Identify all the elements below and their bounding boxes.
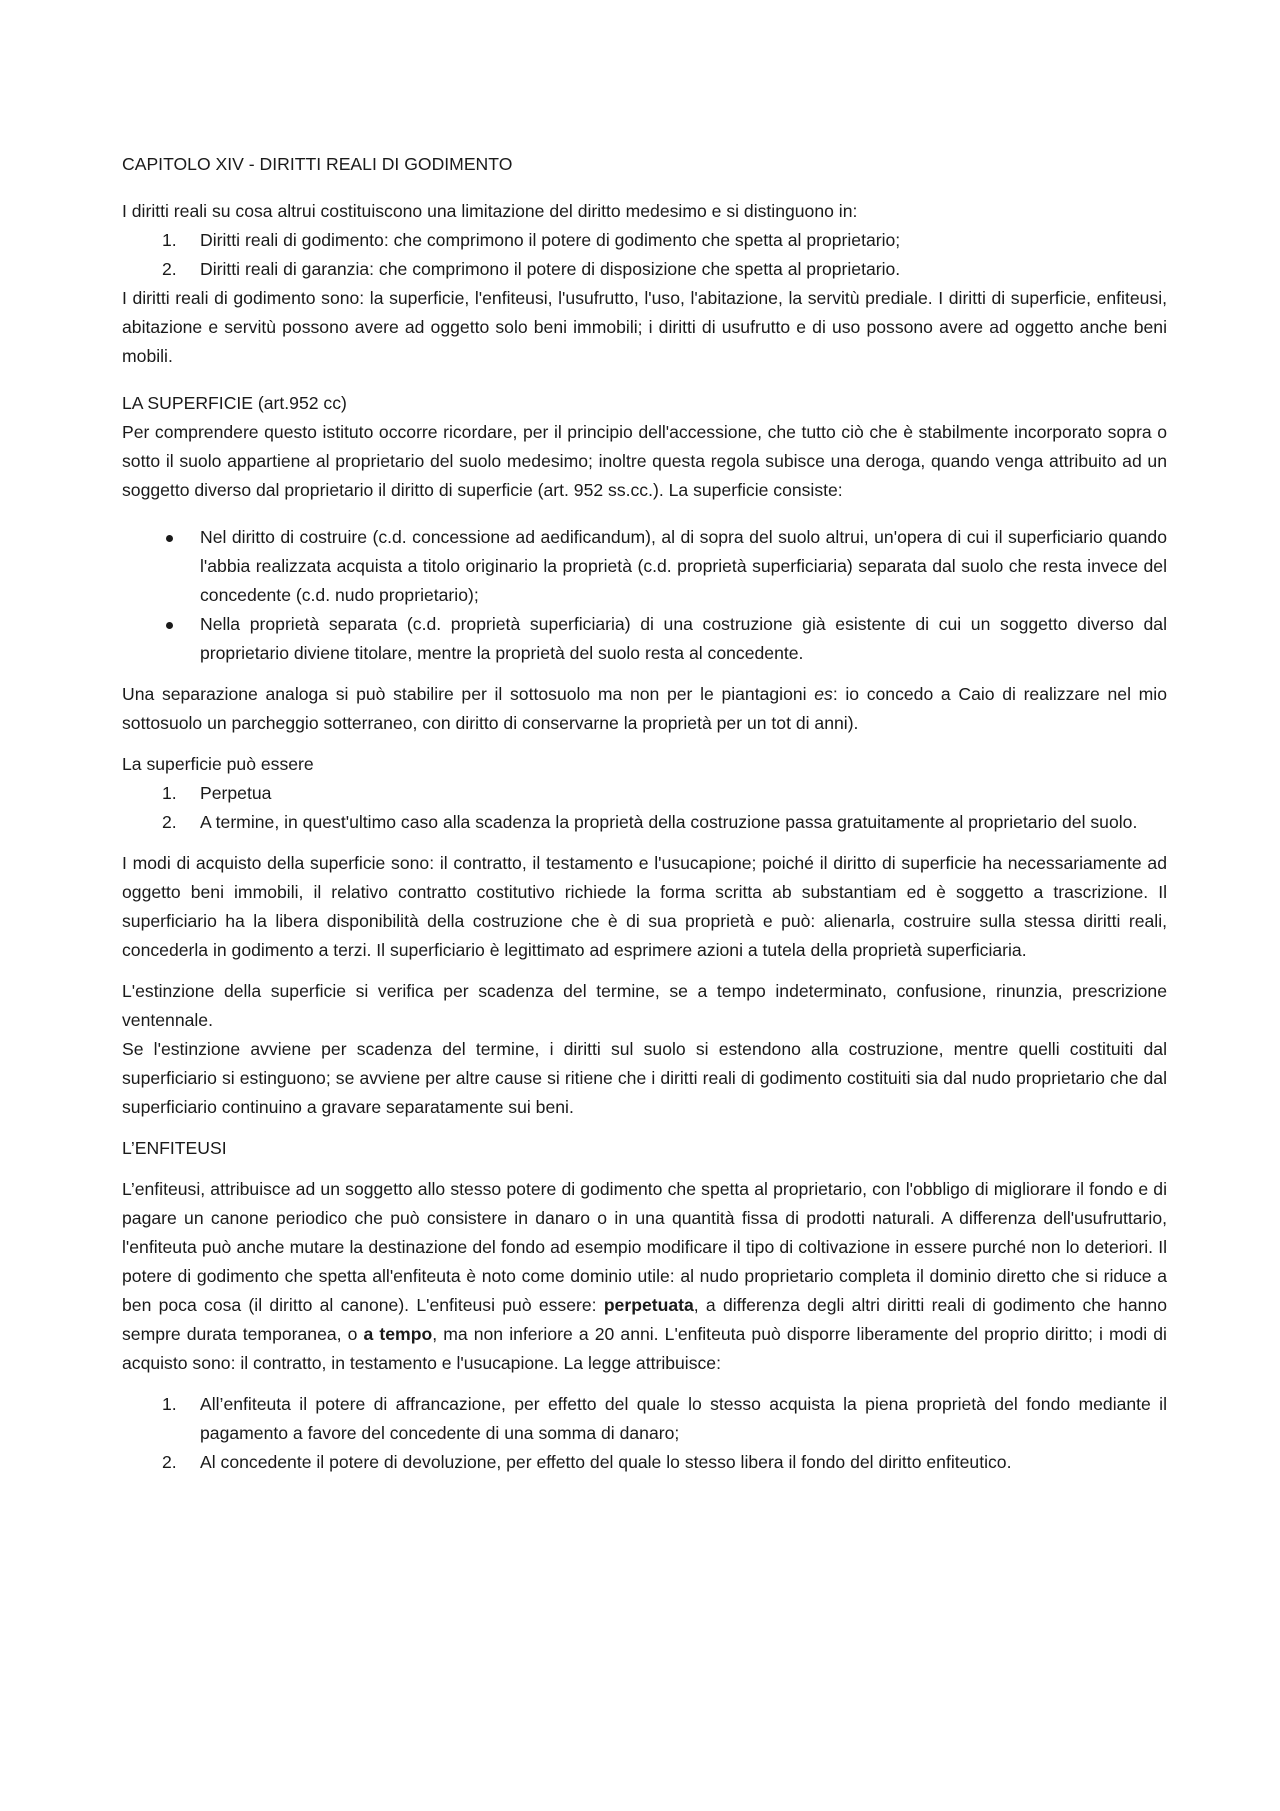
list-item-text: All’enfiteuta il potere di affrancazione, per effetto del quale lo stesso acquista la piena proprietà del fondo mediante il pagamento a favore del concedente di una somma di danaro; (200, 1394, 1167, 1443)
paragraph: I modi di acquisto della superficie sono: il contratto, il testamento e l'usucapione; poiché il diritto di superficie ha necessariamente ad oggetto beni immobili, il relativo contratto costitutivo richiede la forma scritta ab substantiam ed è soggetto a trascrizione. Il superficiario ha la libera disponibilità della costruzione che è di sua proprietà e può: alienarla, costruire sulla stessa diritti reali, concederla in godimento a terzi. Il superficiario è legittimato ad esprimere azioni a tutela della proprietà superficiaria. (122, 853, 1167, 960)
list-number: 2. (162, 1452, 177, 1472)
emphasis: es (814, 684, 833, 704)
list-item (122, 1390, 1167, 1448)
text-run: L’enfiteusi, attribuisce ad un soggetto allo stesso potere di godimento che spetta al proprietario, con l'obbligo di migliorare il fondo e di pagare un canone periodico che può consistere in danaro o in una quantità fissa di prodotti naturali. A differenza dell'usufruttario, l'enfiteuta può anche mutare la destinazione del fondo ad esempio modificare il tipo di coltivazione in essere purché non lo deteriori. Il potere di godimento che spetta all'enfiteuta è noto come dominio utile: al nudo proprietario completa il dominio diretto che si riduce a ben poca cosa (il diritto al canone). L'enfiteusi può essere: (122, 1179, 1167, 1315)
paragraph: Se l'estinzione avviene per scadenza del termine, i diritti sul suolo si estendono alla costruzione, mentre quelli costituiti dal superficiario si estinguono; se avviene per altre cause si ritiene che i diritti reali di godimento costituiti sia dal nudo proprietario che dal superficiario continuino a gravare separatamente sui beni. (122, 1039, 1167, 1117)
list-item-text: Nella proprietà separata (c.d. proprietà superficiaria) di una costruzione già esistente di cui un soggetto diverso dal proprietario diviene titolare, mentre la proprietà del suolo resta al concedente. (200, 614, 1167, 663)
chapter-title: CAPITOLO XIV - DIRITTI REALI DI GODIMENTO (122, 154, 513, 174)
text-run: , a differenza degli altri diritti reali di godimento che hanno sempre durata temporanea, o (122, 1295, 1167, 1344)
bullet-icon (166, 535, 173, 542)
section-heading-enfiteusi: L’ENFITEUSI (122, 1138, 227, 1158)
intro-list (122, 226, 1167, 284)
list-item (122, 523, 1167, 610)
list-item-text: Nel diritto di costruire (c.d. concessione ad aedificandum), al di sopra del suolo altrui, un'opera di cui il superficiario quando l'abbia realizzata acquista a titolo originario la proprietà (c.d. proprietà superficiaria) separata dal suolo che resta invece del concedente (c.d. nudo proprietario); (200, 527, 1167, 605)
superficie-bullets (122, 523, 1167, 668)
list-item-text: A termine, in quest'ultimo caso alla scadenza la proprietà della costruzione passa gratuitamente al proprietario del suolo. (200, 812, 1138, 832)
list-item (122, 808, 1167, 837)
paragraph (122, 1175, 1167, 1378)
list-item (122, 1448, 1167, 1477)
text-run: : io concedo a Caio di realizzare nel mio sottosuolo un parcheggio sotterraneo, con diritto di conservarne la proprietà per un tot di anni). (122, 684, 1167, 733)
paragraph: Per comprendere questo istituto occorre ricordare, per il principio dell'accessione, che tutto ciò che è stabilmente incorporato sopra o sotto il suolo appartiene al proprietario del suolo medesimo; inoltre questa regola subisce una deroga, quando venga attribuito ad un soggetto diverso dal proprietario il diritto di superficie (art. 952 ss.cc.). La superficie consiste: (122, 422, 1167, 500)
text-run: Una separazione analoga si può stabilire per il sottosuolo ma non per le piantagioni (122, 684, 815, 704)
bullet-icon (166, 622, 173, 629)
text-run: , ma non inferiore a 20 anni. L'enfiteuta può disporre liberamente del proprio diritto; i modi di acquisto sono: il contratto, in testamento e l'usucapione. La legge attribuisce: (122, 1324, 1167, 1373)
list-item-text: Diritti reali di garanzia: che comprimono il potere di disposizione che spetta al proprietario. (200, 259, 901, 279)
document-page (122, 150, 1167, 1477)
list-item-text: Perpetua (200, 783, 272, 803)
superficie-types-list (122, 779, 1167, 837)
intro-paragraph: I diritti reali di godimento sono: la superficie, l'enfiteusi, l'usufrutto, l'uso, l'abitazione, la servitù prediale. I diritti di superficie, enfiteusi, abitazione e servitù possono avere ad oggetto solo beni immobili; i diritti di usufrutto e di uso possono avere ad oggetto anche beni mobili. (122, 288, 1167, 366)
list-item-text: Al concedente il potere di devoluzione, per effetto del quale lo stesso libera il fondo del diritto enfiteutico. (200, 1452, 1012, 1472)
list-number: 2. (162, 259, 177, 279)
paragraph: La superficie può essere (122, 754, 314, 774)
paragraph (122, 680, 1167, 738)
list-item (122, 226, 1167, 255)
list-item (122, 779, 1167, 808)
list-item (122, 255, 1167, 284)
list-number: 2. (162, 812, 177, 832)
bold-text: a tempo (363, 1324, 433, 1344)
paragraph: L'estinzione della superficie si verifica per scadenza del termine, se a tempo indeterminato, confusione, rinunzia, prescrizione ventennale. (122, 981, 1167, 1030)
enfiteusi-list (122, 1390, 1167, 1477)
list-item-text: Diritti reali di godimento: che comprimono il potere di godimento che spetta al proprietario; (200, 230, 901, 250)
list-item (122, 610, 1167, 668)
list-number: 1. (162, 783, 177, 803)
bold-text: perpetuata (603, 1295, 694, 1315)
list-number: 1. (162, 230, 177, 250)
intro-lead: I diritti reali su cosa altrui costituiscono una limitazione del diritto medesimo e si distinguono in: (122, 201, 858, 221)
section-heading-superficie: LA SUPERFICIE (art.952 cc) (122, 393, 347, 413)
list-number: 1. (162, 1394, 177, 1414)
